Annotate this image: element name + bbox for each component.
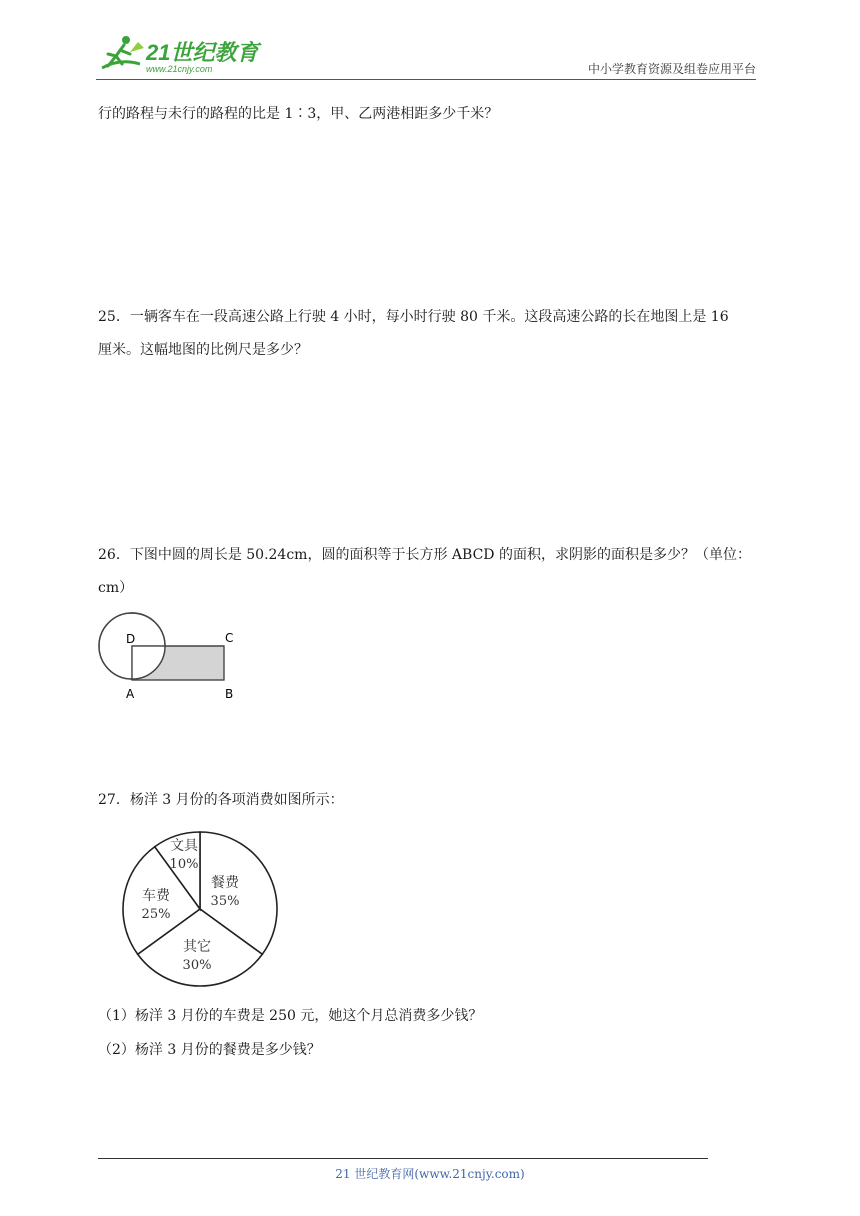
label-c: C: [225, 631, 234, 645]
pie-slice-percent: 25%: [141, 907, 171, 922]
label-a: A: [126, 687, 135, 701]
pie-slice-label: 餐费: [211, 875, 239, 891]
pie-slice-percent: 30%: [182, 958, 212, 973]
footer-site-text: 21 世纪教育网(www.21cnjy.com): [335, 1167, 525, 1181]
q26-line-2: cm）: [98, 580, 134, 596]
pie-slice-percent: 35%: [210, 894, 240, 909]
pie-slice-label: 车费: [142, 888, 170, 904]
header-platform-title: 中小学教育资源及组卷应用平台: [587, 62, 756, 76]
runner-logo-icon: [96, 34, 266, 80]
q26-line-1: 26．下图中圆的周长是 50.24cm，圆的面积等于长方形 ABCD 的面积，求阴影的面积是多少？（单位：: [98, 547, 751, 563]
pie-slice-label: 文具: [170, 838, 198, 854]
pie-slice-label: 其它: [183, 939, 211, 955]
header-divider: [96, 79, 756, 80]
q26-figure: [96, 610, 246, 705]
logo-url: www.21cnjy.com: [146, 64, 213, 74]
pie-slice-percent: 10%: [169, 857, 199, 872]
q25-line-1: 25．一辆客车在一段高速公路上行驶 4 小时，每小时行驶 80 千米。这段高速公路的长在地图上是 16: [98, 309, 729, 325]
footer-divider: [98, 1158, 708, 1159]
q27-line-1: 27．杨洋 3 月份的各项消费如图所示：: [98, 792, 344, 808]
q24-text-tail: 行的路程与未行的路程的比是 1∶3，甲、乙两港相距多少千米？: [98, 106, 499, 122]
q25-line-2: 厘米。这幅地图的比例尺是多少？: [98, 342, 308, 358]
site-logo: [96, 34, 266, 80]
q27-sub-question-2: （2）杨洋 3 月份的餐费是多少钱？: [98, 1042, 321, 1058]
q27-sub-question-1: （1）杨洋 3 月份的车费是 250 元，她这个月总消费多少钱？: [98, 1008, 483, 1024]
label-d: D: [126, 632, 136, 646]
consumption-pie-chart: [115, 825, 290, 995]
logo-text: 21世纪教育: [146, 40, 259, 65]
label-b: B: [225, 687, 234, 701]
